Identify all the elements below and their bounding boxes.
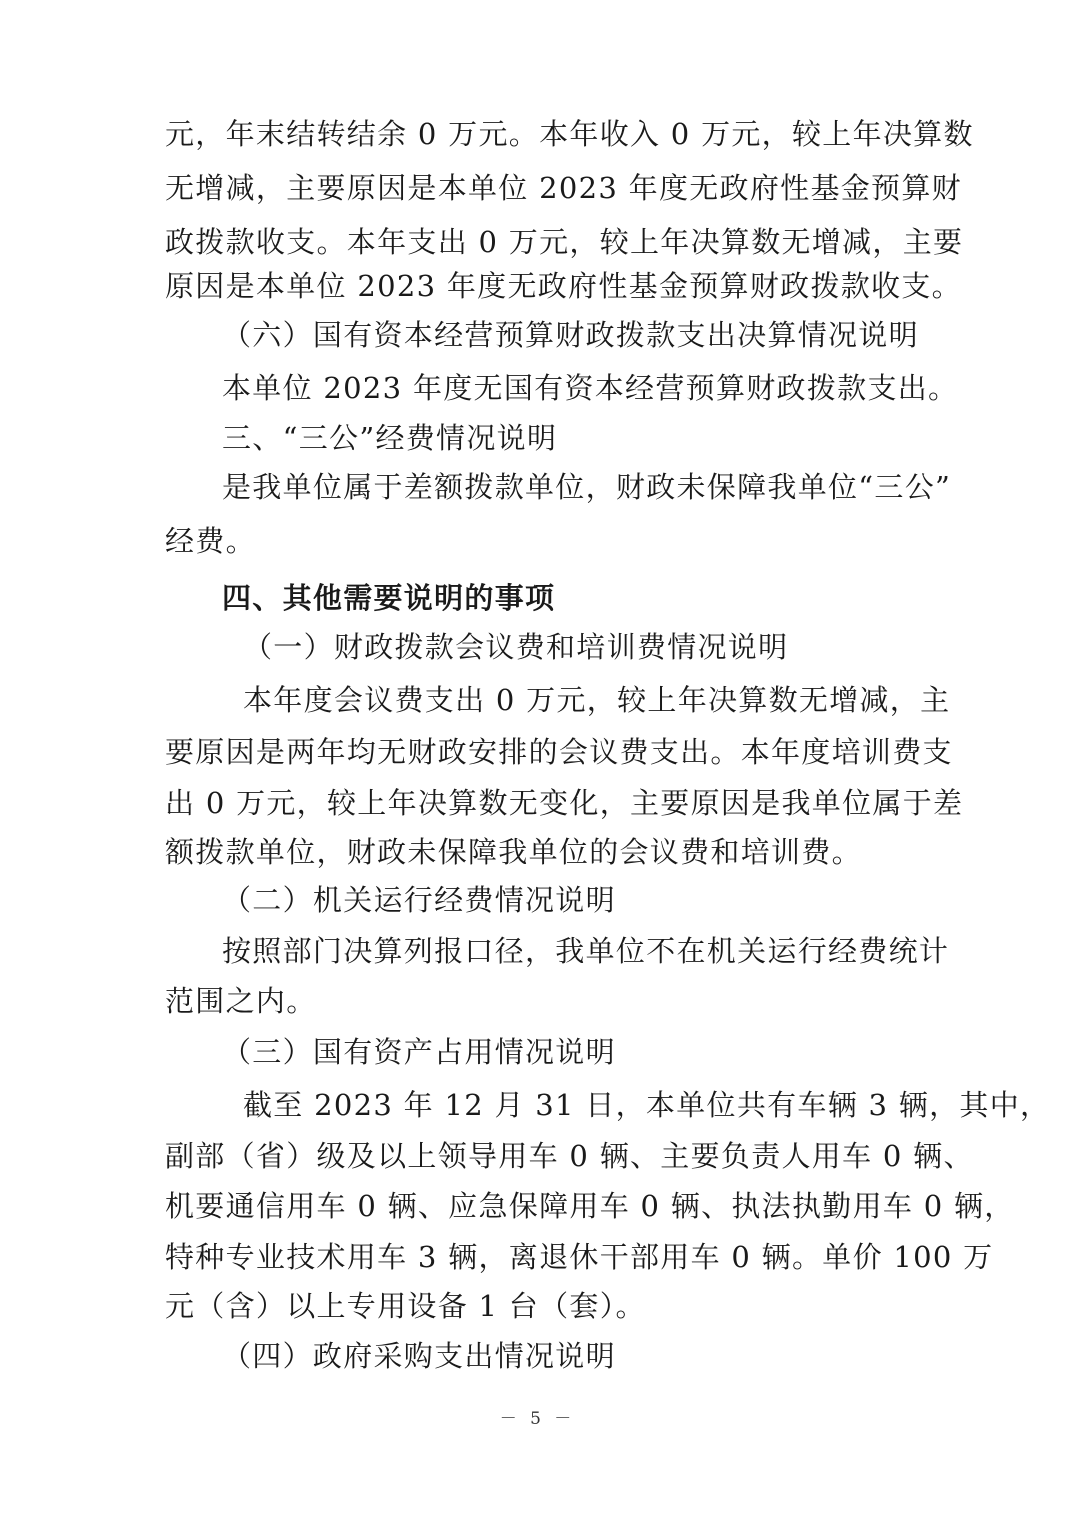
paragraph-line: 元（含）以上专用设备 1 台（套）。: [165, 1289, 646, 1323]
paragraph-line: 是我单位属于差额拨款单位，财政未保障我单位“三公”: [222, 470, 952, 504]
paragraph-line: 元，年末结转结余 0 万元。本年收入 0 万元，较上年决算数: [165, 117, 974, 151]
paragraph-line: 范围之内。: [165, 984, 317, 1018]
paragraph-line: 副部（省）级及以上领导用车 0 辆、主要负责人用车 0 辆、: [165, 1139, 974, 1173]
section-heading: 四、其他需要说明的事项: [222, 581, 556, 615]
subsection-heading: （六）国有资本经营预算财政拨款支出决算情况说明: [222, 318, 919, 352]
subsection-heading: （二）机关运行经费情况说明: [222, 883, 616, 917]
paragraph-line: 特种专业技术用车 3 辆，离退休干部用车 0 辆。单价 100 万: [165, 1240, 994, 1274]
section-heading: 三、“三公”经费情况说明: [222, 421, 558, 455]
paragraph-line: 出 0 万元，较上年决算数无变化，主要原因是我单位属于差: [165, 786, 964, 820]
paragraph-line: 截至 2023 年 12 月 31 日，本单位共有车辆 3 辆，其中，: [243, 1088, 1051, 1122]
subsection-heading: （一）财政拨款会议费和培训费情况说明: [243, 630, 789, 664]
paragraph-line: 经费。: [165, 524, 256, 558]
paragraph-line: 政拨款收支。本年支出 0 万元，较上年决算数无增减，主要: [165, 225, 964, 259]
paragraph-line: 本年度会议费支出 0 万元，较上年决算数无增减，主: [243, 683, 951, 717]
paragraph-line: 按照部门决算列报口径，我单位不在机关运行经费统计: [222, 934, 950, 968]
paragraph-line: 原因是本单位 2023 年度无政府性基金预算财政拨款收支。: [165, 269, 962, 303]
paragraph-line: 无增减，主要原因是本单位 2023 年度无政府性基金预算财: [165, 171, 962, 205]
subsection-heading: （三）国有资产占用情况说明: [222, 1035, 616, 1069]
paragraph-line: 本单位 2023 年度无国有资本经营预算财政拨款支出。: [222, 371, 959, 405]
paragraph-line: 额拨款单位，财政未保障我单位的会议费和培训费。: [165, 835, 862, 869]
page-number: － 5 －: [499, 1409, 576, 1429]
paragraph-line: 机要通信用车 0 辆、应急保障用车 0 辆、执法执勤用车 0 辆，: [165, 1189, 1015, 1223]
paragraph-line: 要原因是两年均无财政安排的会议费支出。本年度培训费支: [165, 735, 953, 769]
subsection-heading: （四）政府采购支出情况说明: [222, 1339, 616, 1373]
